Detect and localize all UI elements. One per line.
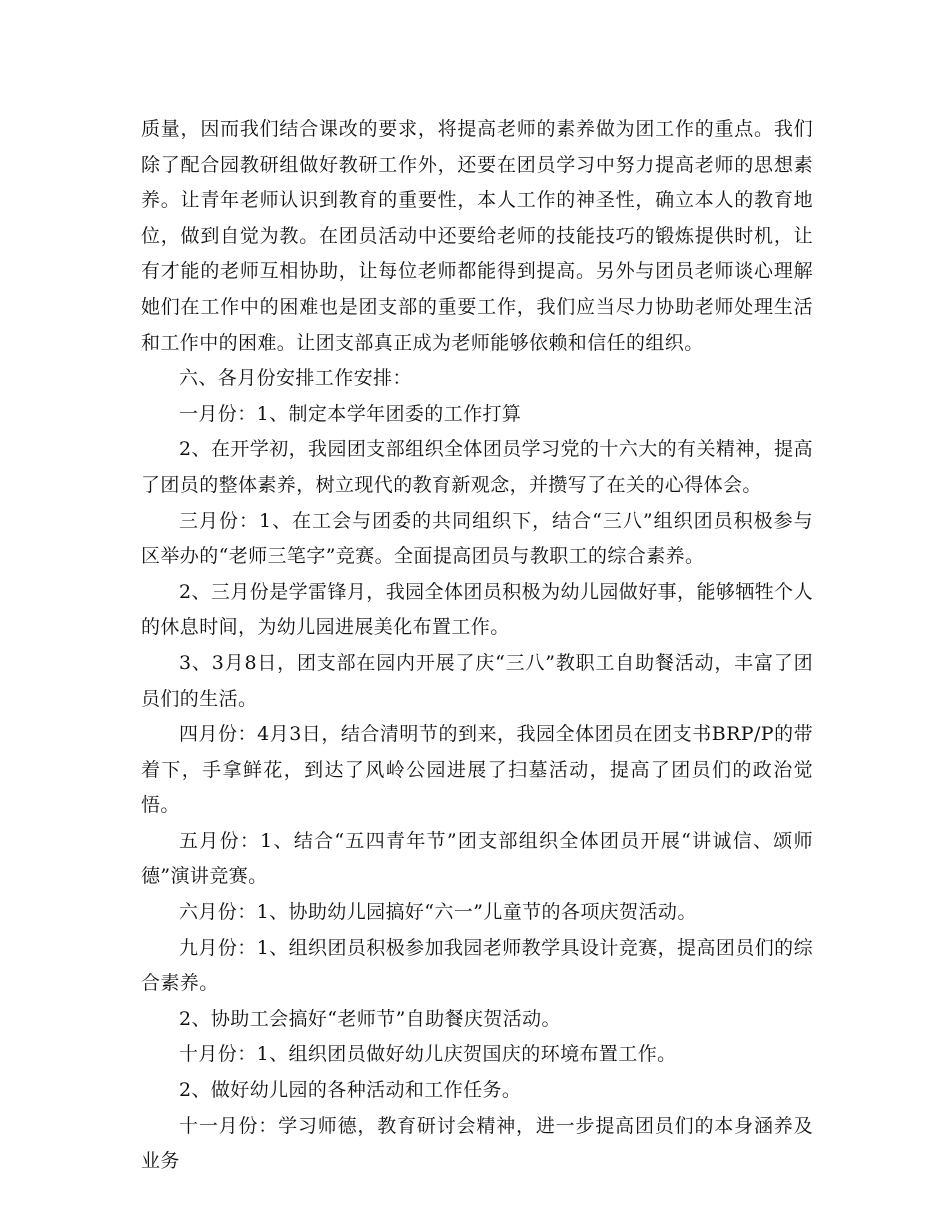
paragraph: 一月份：1、制定本学年团委的工作打算	[179, 402, 522, 425]
document-body	[141, 112, 813, 1180]
paragraph: 十一月份：学习师德，教育研讨会精神，进一步提高团员们的本身涵养及业务	[141, 1114, 813, 1173]
paragraph: 2、三月份是学雷锋月，我园全体团员积极为幼儿园做好事，能够牺牲个人的休息时间，为幼儿园进展美化布置工作。	[141, 580, 813, 639]
paragraph: 四月份：4月3日，结合清明节的到来，我园全体团员在团支书BRP/P的带着下，手拿鲜花，到达了风岭公园进展了扫墓活动，提高了团员们的政治觉悟。	[141, 723, 813, 817]
paragraph: 2、做好幼儿园的各种活动和工作任务。	[179, 1079, 522, 1102]
paragraph: 六月份：1、协助幼儿园搞好“六一”儿童节的各项庆贺活动。	[179, 901, 697, 924]
paragraph: 2、协助工会搞好“老师节”自助餐庆贺活动。	[179, 1007, 561, 1030]
paragraph: 质量，因而我们结合课改的要求，将提高老师的素养做为团工作的重点。我们除了配合园教研组做好教研工作外，还要在团员学习中努力提高老师的思想素养。让青年老师认识到教育的重要性，本人工作的神圣性，确立本人的教育地位，做到自觉为教。在团员活动中还要给老师的技能技巧的锻炼提供时机，让有才能的老师互相协助，让每位老师都能得到提高。另外与团员老师谈心理解她们在工作中的困难也是团支部的重要工作，我们应当尽力协助老师处理生活和工作中的困难。让团支部真正成为老师能够依赖和信任的组织。	[141, 118, 813, 354]
paragraph: 五月份：1、结合“五四青年节”团支部组织全体团员开展“讲诚信、颂师德”演讲竞赛。	[141, 829, 813, 888]
section-heading: 六、各月份安排工作安排：	[179, 367, 412, 390]
paragraph: 3、3月8日，团支部在园内开展了庆“三八”教职工自助餐活动，丰富了团员们的生活。	[141, 651, 813, 710]
paragraph: 三月份：1、在工会与团委的共同组织下，结合“三八”组织团员积极参与区举办的“老师三笔字”竞赛。全面提高团员与教职工的综合素养。	[141, 509, 813, 568]
paragraph: 2、在开学初，我园团支部组织全体团员学习党的十六大的有关精神，提高了团员的整体素养，树立现代的教育新观念，并攒写了在关的心得体会。	[141, 438, 813, 496]
paragraph: 十月份：1、组织团员做好幼儿庆贺国庆的环境布置工作。	[179, 1043, 677, 1066]
paragraph: 九月份：1、组织团员积极参加我园老师教学具设计竞赛，提高团员们的综合素养。	[141, 936, 813, 995]
